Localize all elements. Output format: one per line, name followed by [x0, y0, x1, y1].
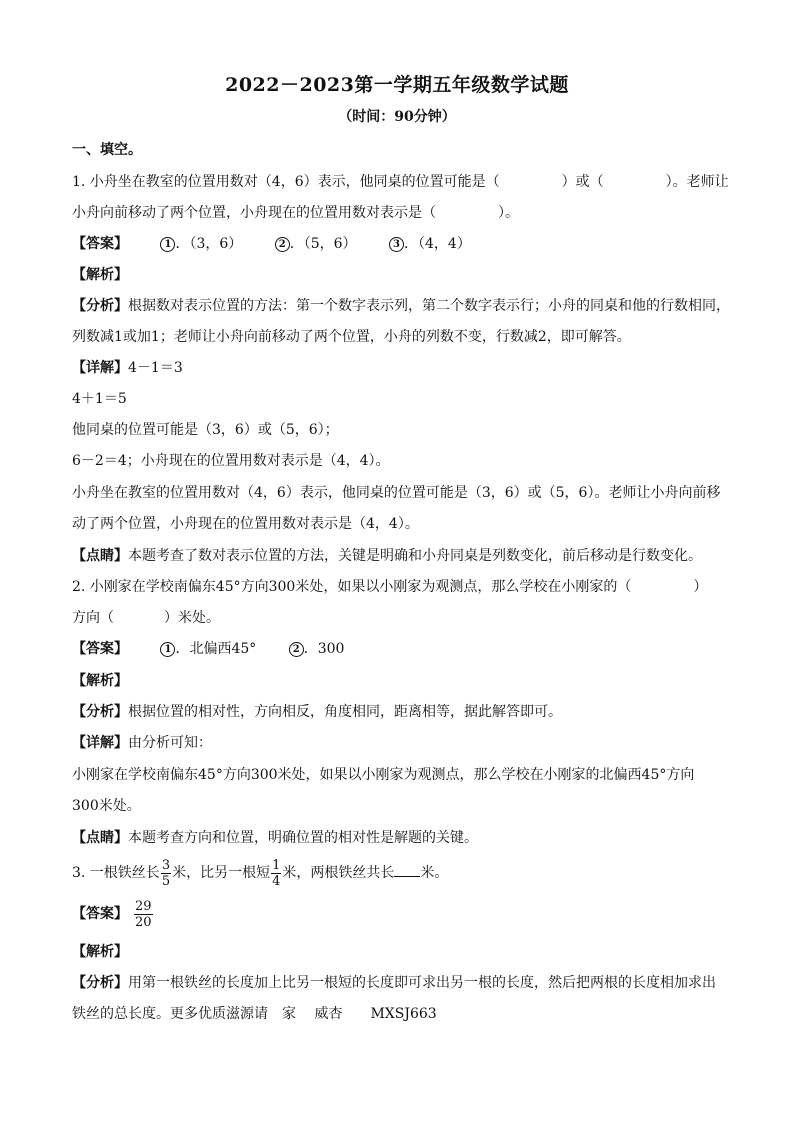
q1-line-2: 小舟向前移动了两个位置，小舟现在的位置用数对表示是（ ）。: [72, 205, 519, 221]
circled-number: 3: [389, 237, 404, 252]
q1-jiexi-label: 【解析】: [72, 267, 128, 283]
q3-question: 3. 一根铁丝长 $\frac{3}{5}$ 米，比另一根短 $\frac{1}{4}$ 米，两根铁丝共长 米。: [72, 857, 449, 889]
circled-number: 2: [289, 642, 304, 657]
q3-answer: [72, 897, 154, 931]
q1-detail-6: 动了两个位置，小舟现在的位置用数对表示是（4，4）。: [72, 516, 419, 532]
section-heading: 一、填空。: [72, 142, 142, 158]
q1-detail-2: 4＋1＝5: [72, 391, 127, 407]
q2-detail-2: 300米处。: [72, 798, 141, 814]
time-limit: （时间：90分钟）: [338, 109, 456, 125]
q3-analysis-2: 铁丝的总长度。更多优质滋源请 家 威杏 MXSJ663: [72, 1006, 437, 1022]
q1-line-1: 1. 小舟坐在教室的位置用数对（4，6）表示，他同桌的位置可能是（ ）或（ ）。老师让: [72, 174, 729, 190]
q1-analysis-1: 【分析】根据数对表示位置的方法：第一个数字表示列，第二个数字表示行；小舟的同桌和他的行数相同，: [72, 298, 730, 314]
page-title: 2022－2023第一学期五年级数学试题: [225, 74, 569, 96]
q1-detail-4: 6－2＝4；小舟现在的位置用数对表示是（4，4）。: [72, 453, 390, 469]
q2-line-1: 2. 小刚家在学校南偏东45°方向300米处，如果以小刚家为观测点，那么学校在小刚家的（ ）: [72, 579, 708, 595]
q2-line-2: 方向（ ）米处。: [72, 610, 220, 626]
q1-detail-3: 他同桌的位置可能是（3，6）或（5，6）；: [72, 422, 339, 438]
q1-comment: 【点睛】本题考查了数对表示位置的方法，关键是明确和小舟同桌是列数变化，前后移动是行数变化。: [72, 548, 702, 564]
fraction-one-quarter: $\frac{1}{4}$: [272, 857, 281, 889]
circled-number: 2: [275, 237, 290, 252]
q1-detail-1: 【详解】4－1＝3: [72, 360, 183, 376]
q3-analysis-1: 【分析】用第一根铁丝的长度加上比另一根短的长度即可求出另一根的长度，然后把两根的长度相加求出: [72, 975, 716, 991]
answer-blank: [394, 862, 420, 877]
answer-label: 【答案】: [72, 236, 128, 252]
q2-answer: 【答案】 1 ．北偏西45° 2 ．300: [72, 641, 345, 657]
circled-number: 1: [160, 237, 175, 252]
answer-fraction: $\frac{29}{20}$: [135, 898, 152, 930]
answer-label: 【答案】: [72, 641, 128, 657]
answer-label: 【答案】: [72, 906, 128, 922]
q2-analysis: 【分析】根据位置的相对性，方向相反，角度相同，距离相等，据此解答即可。: [72, 704, 562, 720]
circled-number: 1: [160, 642, 175, 657]
q3-jiexi-label: 【解析】: [72, 944, 128, 960]
q2-jiexi-label: 【解析】: [72, 673, 128, 689]
q2-comment: 【点睛】本题考查方向和位置，明确位置的相对性是解题的关键。: [72, 830, 478, 846]
q2-detail-head: 【详解】由分析可知：: [72, 735, 212, 751]
q1-analysis-2: 列数减1或加1；老师让小舟向前移动了两个位置，小舟的列数不变，行数减2，即可解答。: [72, 329, 631, 345]
fraction-three-fifths: $\frac{3}{5}$: [161, 857, 171, 889]
q1-detail-5: 小舟坐在教室的位置用数对（4，6）表示，他同桌的位置可能是（3，6）或（5，6）。老师让小舟向前移: [72, 485, 721, 501]
q2-detail-1: 小刚家在学校南偏东45°方向300米处，如果以小刚家为观测点，那么学校在小刚家的北偏西45°方向: [72, 767, 695, 783]
q1-answer: 【答案】 1 ．（3，6） 2 ．（5，6） 3 ．（4，4）: [72, 236, 471, 252]
